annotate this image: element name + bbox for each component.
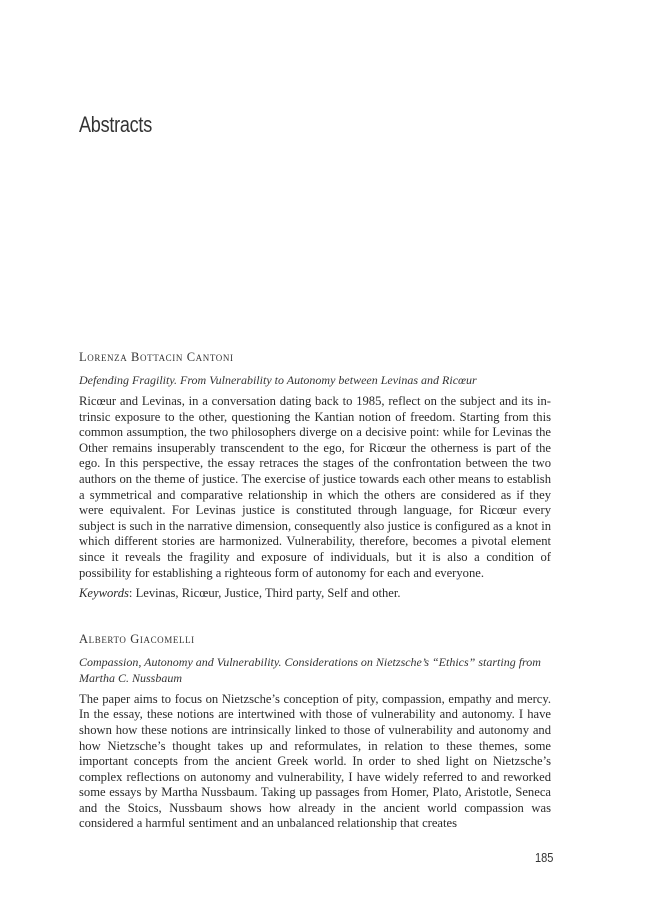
page-number: 185 xyxy=(535,850,554,865)
article-title: Defending Fragility. From Vulnerability to Autonomy between Levinas and Ricœur xyxy=(79,373,477,387)
abstract-entry xyxy=(79,349,551,602)
abstract-text: The paper aims to focus on Nietzsche’s conception of pity, compassion, empathy and mercy. In the essay, these notions are intertwined with those of vulnerability and autonomy. I have shown how these notions are intrinsically linked to those of vulnerability and autonomy and how Nietzsche’s thought takes up and reformulates, in relation to these themes, some important concepts from the ancient Greek world. In order to shed light on Nietzsche’s complex reflections on autonomy and vulnerability, I have widely referred to and reworked some essays by Martha Nussbaum. Taking up passages from Homer, Plato, Aristotle, Seneca and the Stoics, Nussbaum shows how already in the ancient world compassion was considered a harmful sentiment and an unbalanced relationship that creates xyxy=(79,691,551,831)
keywords-label: Keywords xyxy=(79,586,129,601)
abstracts-list xyxy=(79,349,551,832)
keywords-text: : Levinas, Ricœur, Justice, Third party, Self and other. xyxy=(128,586,401,601)
abstract-text: Ricœur and Levinas, in a conversation dating back to 1985, reflect on the subject and its intrinsic exposure to the other, questioning the Kantian notion of freedom. Starting from this common assumption, the two philosophers diverge on a decisive point: while for Levinas the Other remains insuperably transcendent to the ego, for Ricœur the otherness is part of the ego. In this perspective, the essay retraces the stages of the confrontation between the two authors on the theme of justice. The exercise of justice towards each other means to establish a symmetrical and comparative relationship in which the others are considered as if they were equivalent. For Levinas justice is constituted through language, for Ricœur every subject is such in the narrative dimension, consequently also justice is configured as a knot in which different stories are harmonized. Vulnerability, therefore, becomes a pivotal element since it reveals the fragility and exposure of individuals, but it is also a condition of possibility for establishing a righteous form of autonomy for each and everyone. xyxy=(79,394,551,580)
article-title: Compassion, Autonomy and Vulnerability. Considerations on Nietzsche’s “Ethics” starting from Martha C. Nussbaum xyxy=(79,654,541,685)
keywords-line xyxy=(79,586,551,602)
author-name: Lorenza Bottacin Cantoni xyxy=(79,350,234,364)
page-title: Abstracts xyxy=(79,112,152,137)
abstract-entry xyxy=(79,631,551,832)
author-name: Alberto Giacomelli xyxy=(79,631,195,646)
